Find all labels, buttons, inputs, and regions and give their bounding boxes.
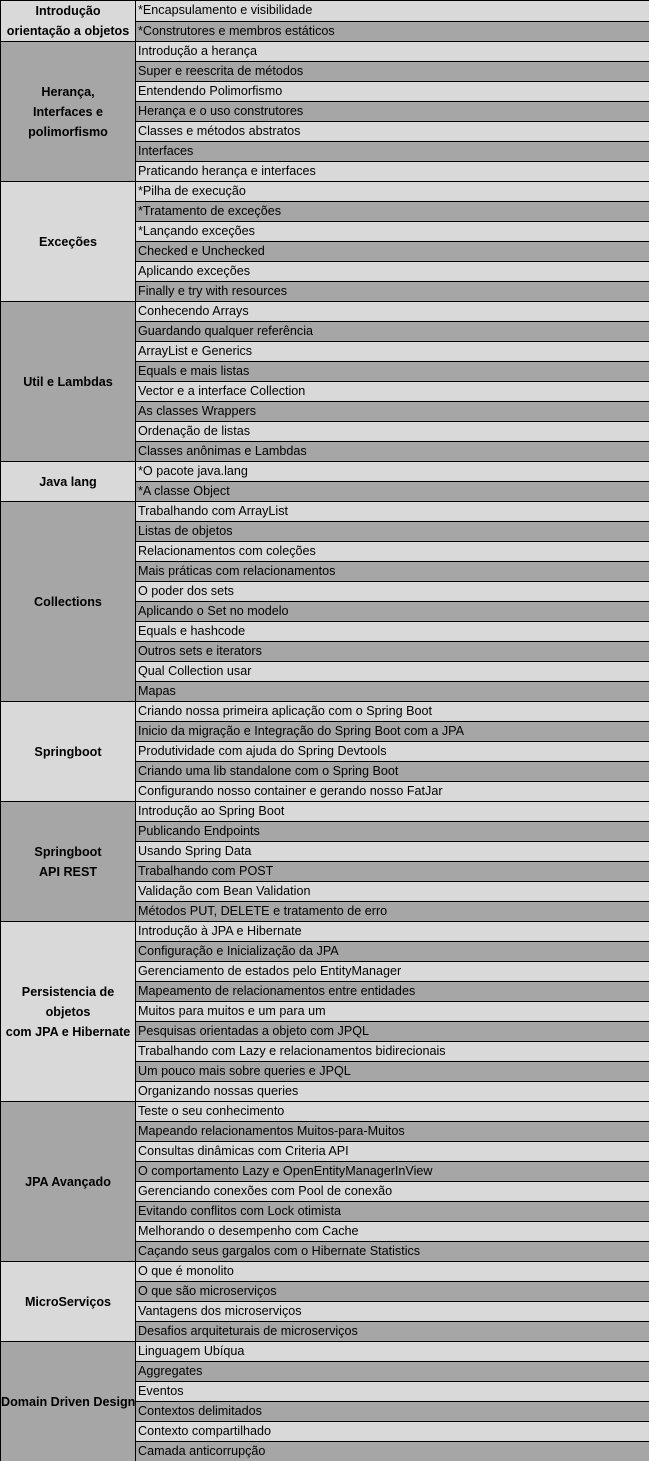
topic-cell: Gerenciamento de estados pelo EntityManager bbox=[136, 962, 649, 982]
topic-cell: Entendendo Polimorfismo bbox=[136, 82, 649, 102]
table-row bbox=[1, 182, 649, 202]
topic-cell: Introdução a herança bbox=[136, 42, 649, 62]
topic-cell: ArrayList e Generics bbox=[136, 342, 649, 362]
outline-body bbox=[1, 1, 649, 1461]
topic-cell: Evitando conflitos com Lock otimista bbox=[136, 1202, 649, 1222]
topic-cell: Métodos PUT, DELETE e tratamento de erro bbox=[136, 902, 649, 922]
topic-cell: Vantagens dos microserviços bbox=[136, 1302, 649, 1322]
topic-cell: Contexto compartilhado bbox=[136, 1422, 649, 1442]
topic-cell: Configuração e Inicialização da JPA bbox=[136, 942, 649, 962]
topic-cell: Teste o seu conhecimento bbox=[136, 1102, 649, 1122]
topic-cell: Equals e hashcode bbox=[136, 622, 649, 642]
topic-cell: Criando nossa primeira aplicação com o Spring Boot bbox=[136, 702, 649, 722]
topic-cell: Mais práticas com relacionamentos bbox=[136, 562, 649, 582]
table-row bbox=[1, 42, 649, 62]
topic-cell: Listas de objetos bbox=[136, 522, 649, 542]
topic-cell: Trabalhando com Lazy e relacionamentos bidirecionais bbox=[136, 1042, 649, 1062]
topic-cell: Introdução à JPA e Hibernate bbox=[136, 922, 649, 942]
topic-cell: *Tratamento de exceções bbox=[136, 202, 649, 222]
topic-cell: Gerenciando conexões com Pool de conexão bbox=[136, 1182, 649, 1202]
table-row bbox=[1, 1, 649, 22]
table-row bbox=[1, 302, 649, 322]
topic-cell: Muitos para muitos e um para um bbox=[136, 1002, 649, 1022]
topic-cell: As classes Wrappers bbox=[136, 402, 649, 422]
table-row bbox=[1, 802, 649, 822]
topic-cell: Caçando seus gargalos com o Hibernate Statistics bbox=[136, 1242, 649, 1262]
topic-cell: Classes e métodos abstratos bbox=[136, 122, 649, 142]
topic-cell: Criando uma lib standalone com o Spring Boot bbox=[136, 762, 649, 782]
topic-cell: O comportamento Lazy e OpenEntityManagerInView bbox=[136, 1162, 649, 1182]
topic-cell: Publicando Endpoints bbox=[136, 822, 649, 842]
topic-cell: Classes anônimas e Lambdas bbox=[136, 442, 649, 462]
topic-cell: Melhorando o desempenho com Cache bbox=[136, 1222, 649, 1242]
topic-cell: Outros sets e iterators bbox=[136, 642, 649, 662]
topic-cell: Aggregates bbox=[136, 1362, 649, 1382]
topic-cell: Trabalhando com ArrayList bbox=[136, 502, 649, 522]
section-label: Domain Driven Design bbox=[1, 1342, 136, 1461]
topic-cell: Mapas bbox=[136, 682, 649, 702]
topic-cell: Guardando qualquer referência bbox=[136, 322, 649, 342]
topic-cell: Introdução ao Spring Boot bbox=[136, 802, 649, 822]
topic-cell: Validação com Bean Validation bbox=[136, 882, 649, 902]
topic-cell: Ordenação de listas bbox=[136, 422, 649, 442]
topic-cell: Pesquisas orientadas a objeto com JPQL bbox=[136, 1022, 649, 1042]
topic-cell: Um pouco mais sobre queries e JPQL bbox=[136, 1062, 649, 1082]
topic-cell: *A classe Object bbox=[136, 482, 649, 502]
topic-cell: Aplicando exceções bbox=[136, 262, 649, 282]
section-label: Introdução orientação a objetos bbox=[1, 1, 136, 42]
section-label: Herança, Interfaces e polimorfismo bbox=[1, 42, 136, 182]
table-row bbox=[1, 462, 649, 482]
table-row bbox=[1, 1102, 649, 1122]
topic-cell: Mapeando relacionamentos Muitos-para-Muitos bbox=[136, 1122, 649, 1142]
table-row bbox=[1, 1262, 649, 1282]
section-label: Springboot API REST bbox=[1, 802, 136, 922]
topic-cell: Eventos bbox=[136, 1382, 649, 1402]
section-label: Java lang bbox=[1, 462, 136, 502]
topic-cell: Configurando nosso container e gerando nosso FatJar bbox=[136, 782, 649, 802]
topic-cell: Vector e a interface Collection bbox=[136, 382, 649, 402]
topic-cell: Interfaces bbox=[136, 142, 649, 162]
topic-cell: Produtividade com ajuda do Spring Devtools bbox=[136, 742, 649, 762]
topic-cell: *Pilha de execução bbox=[136, 182, 649, 202]
topic-cell: Praticando herança e interfaces bbox=[136, 162, 649, 182]
topic-cell: Linguagem Ubíqua bbox=[136, 1342, 649, 1362]
section-label: Springboot bbox=[1, 702, 136, 802]
section-label: JPA Avançado bbox=[1, 1102, 136, 1262]
table-row bbox=[1, 702, 649, 722]
topic-cell: Conhecendo Arrays bbox=[136, 302, 649, 322]
topic-cell: Consultas dinâmicas com Criteria API bbox=[136, 1142, 649, 1162]
topic-cell: O poder dos sets bbox=[136, 582, 649, 602]
topic-cell: Inicio da migração e Integração do Spring Boot com a JPA bbox=[136, 722, 649, 742]
table-row bbox=[1, 1342, 649, 1362]
topic-cell: *O pacote java.lang bbox=[136, 462, 649, 482]
topic-cell: Herança e o uso construtores bbox=[136, 102, 649, 122]
topic-cell: Organizando nossas queries bbox=[136, 1082, 649, 1102]
section-label: MicroServiços bbox=[1, 1262, 136, 1342]
topic-cell: Trabalhando com POST bbox=[136, 862, 649, 882]
table-row bbox=[1, 922, 649, 942]
topic-cell: Finally e try with resources bbox=[136, 282, 649, 302]
topic-cell: O que é monolito bbox=[136, 1262, 649, 1282]
topic-cell: Contextos delimitados bbox=[136, 1402, 649, 1422]
topic-cell: Relacionamentos com coleções bbox=[136, 542, 649, 562]
topic-cell: Desafios arquiteturais de microserviços bbox=[136, 1322, 649, 1342]
section-label: Util e Lambdas bbox=[1, 302, 136, 462]
topic-cell: Mapeamento de relacionamentos entre entidades bbox=[136, 982, 649, 1002]
topic-cell: Aplicando o Set no modelo bbox=[136, 602, 649, 622]
table-row bbox=[1, 502, 649, 522]
section-label: Persistencia de objetos com JPA e Hibernate bbox=[1, 922, 136, 1102]
section-label: Exceções bbox=[1, 182, 136, 302]
topic-cell: Usando Spring Data bbox=[136, 842, 649, 862]
topic-cell: Camada anticorrupção bbox=[136, 1442, 649, 1461]
topic-cell: *Lançando exceções bbox=[136, 222, 649, 242]
topic-cell: Checked e Unchecked bbox=[136, 242, 649, 262]
topic-cell: Super e reescrita de métodos bbox=[136, 62, 649, 82]
topic-cell: O que são microserviços bbox=[136, 1282, 649, 1302]
topic-cell: *Construtores e membros estáticos bbox=[136, 21, 649, 42]
topic-cell: *Encapsulamento e visibilidade bbox=[136, 1, 649, 22]
topic-cell: Equals e mais listas bbox=[136, 362, 649, 382]
section-label: Collections bbox=[1, 502, 136, 702]
topic-cell: Qual Collection usar bbox=[136, 662, 649, 682]
